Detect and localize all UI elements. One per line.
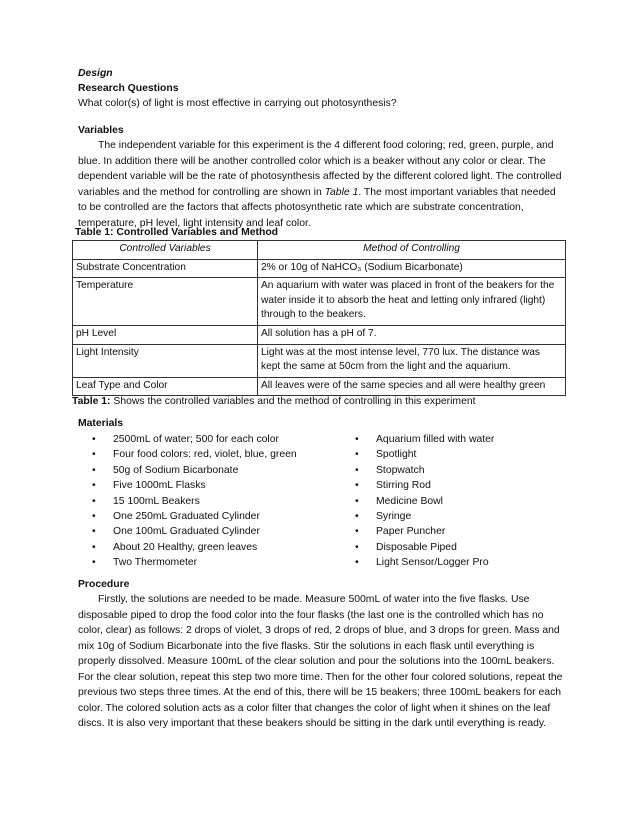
list-item: • Stirring Rod [355,478,565,493]
variable-cell: Leaf Type and Color [73,377,258,396]
table-row [73,259,566,278]
variables-paragraph [78,138,566,231]
list-item: • 15 100mL Beakers [92,494,342,509]
research-question: What color(s) of light is most effective in carrying out photosynthesis? [78,98,397,109]
table-row [73,278,566,326]
caption-text: Shows the controlled variables and the method of controlling in this experiment [110,396,476,407]
materials-list-right [355,432,565,571]
variable-cell: Light Intensity [73,344,258,377]
list-item: • Two Thermometer [92,555,342,570]
list-item: • Disposable Piped [355,540,565,555]
table-row [73,325,566,344]
header-method-of-controlling: Method of Controlling [258,241,566,260]
table-caption [72,394,476,410]
list-item: • Light Sensor/Logger Pro [355,555,565,570]
variable-cell: pH Level [73,325,258,344]
list-item: • One 250mL Graduated Cylinder [92,509,342,524]
variables-heading: Variables [78,125,124,136]
method-cell: All solution has a pH of 7. [258,325,566,344]
list-item: • About 20 Healthy, green leaves [92,540,342,555]
variables-text-after: . The most important variables that needed to be controlled are the factors that affects photosynthetic rate which are substrate concentration, temperature, pH level, light intensity and leaf color. [78,186,556,229]
method-cell: All leaves were of the same species and all were healthy green [258,377,566,396]
list-item: • Medicine Bowl [355,494,565,509]
header-controlled-variables: Controlled Variables [73,241,258,260]
research-heading: Research Questions [78,83,179,94]
table-row [73,344,566,377]
list-item: • One 100mL Graduated Cylinder [92,524,342,539]
list-item: • Syringe [355,509,565,524]
variable-cell: Substrate Concentration [73,259,258,278]
list-item: • Four food colors: red, violet, blue, green [92,447,342,462]
list-item: • Stopwatch [355,463,565,478]
variables-text-before: The independent variable for this experiment is the 4 different food coloring; red, green, purple, and blue. In addition there will be another controlled color which is a beaker without any color or clear. The dependent variable will be the rate of photosynthesis affected by the different colored light. The controlled variables and the method for controlling are shown in [78,140,562,198]
method-cell: An aquarium with water was placed in front of the beakers for the water inside it to absorb the heat and letting only infrared (light) through to the beakers. [258,278,566,326]
method-cell: 2% or 10g of NaHCO₃ (Sodium Bicarbonate) [258,259,566,278]
design-heading: Design [78,68,113,79]
list-item: • Paper Puncher [355,524,565,539]
table-title: Table 1: Controlled Variables and Method [75,227,279,238]
method-cell: Light was at the most intense level, 770 lux. The distance was kept the same at 50cm from the light and the aquarium. [258,344,566,377]
variable-cell: Temperature [73,278,258,326]
list-item: • Five 1000mL Flasks [92,478,342,493]
list-item: • 50g of Sodium Bicarbonate [92,463,342,478]
table-header-row [73,241,566,260]
procedure-heading: Procedure [78,579,130,590]
materials-list-left [92,432,342,571]
list-item: • Spotlight [355,447,565,462]
controlled-variables-table [72,240,566,396]
caption-label: Table 1: [72,396,111,407]
table-reference: Table 1 [324,186,359,198]
list-item: • Aquarium filled with water [355,432,565,447]
procedure-paragraph: Firstly, the solutions are needed to be made. Measure 500mL of water into the five flasks. Use disposable piped to drop the food color into the four flasks (the last one is the controlled which has no color, clear) as follows: 2 drops of violet, 3 drops of red, 2 drops of blue, and 3 drops for green. Mass and mix 10g of Sodium Bicarbonate into the five flasks. Stir the solutions in each flask until everything is properly dissolved. Measure 100mL of the clear solution and pour the solutions into the 100mL beakers. For the clear solution, repeat this step two more time. Then for the other four colored solutions, repeat the previous two steps three times. At the end of this, there will be 15 beakers; three 100mL beakers for each color. The colored solution acts as a color filter that changes the color of light when it shines on the leaf discs. It is also very important that these beakers should be sitting in the dark until everything is ready. [78,594,563,729]
list-item: • 2500mL of water; 500 for each color [92,432,342,447]
materials-heading: Materials [78,418,124,429]
